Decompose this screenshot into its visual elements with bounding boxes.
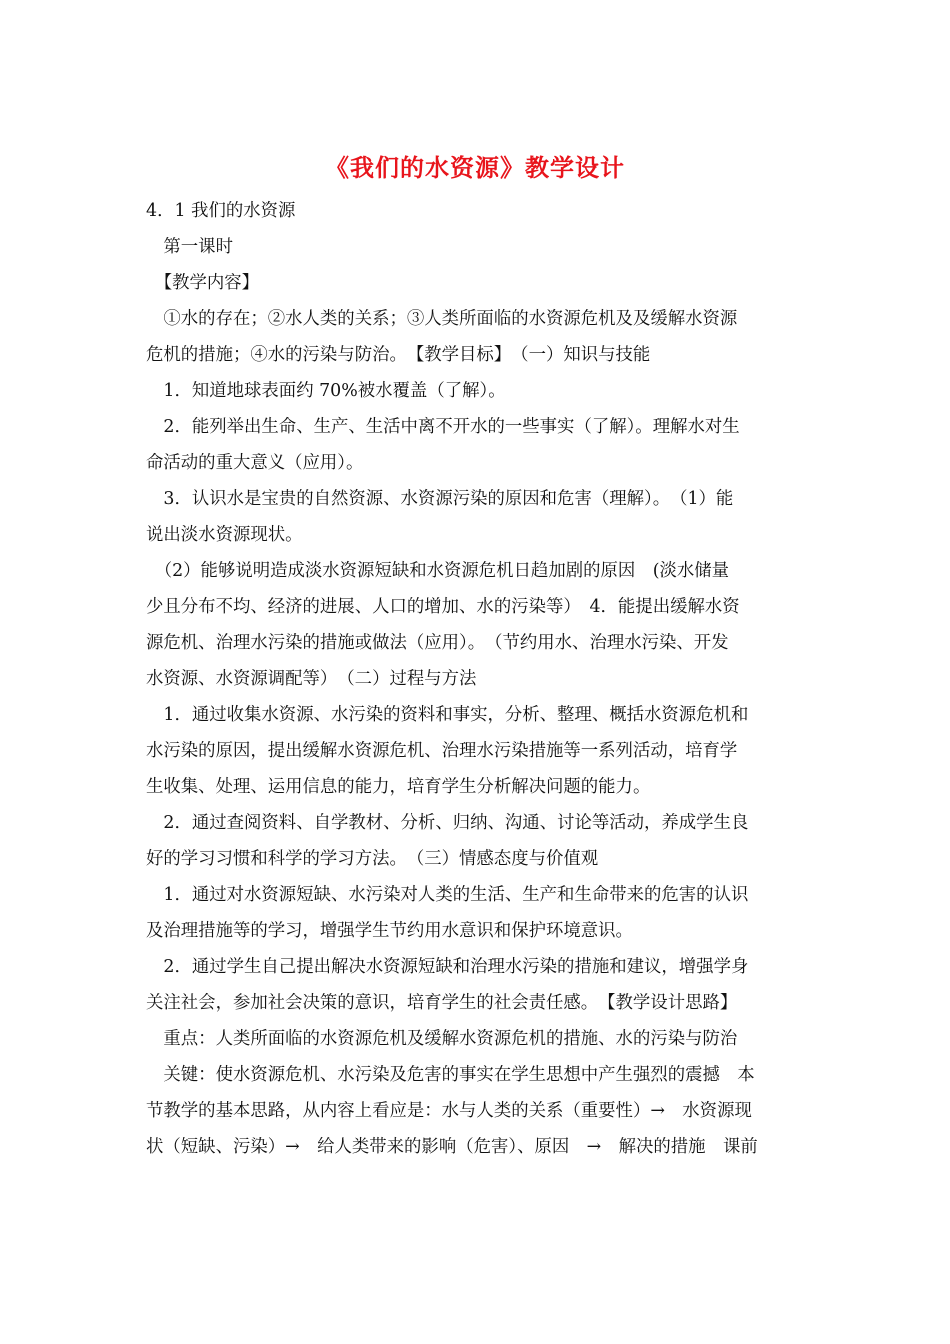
body-line: 2．通过学生自己提出解决水资源短缺和治理水污染的措施和建议，增强学身 [146,957,749,977]
body-line: （2）能够说明造成淡水资源短缺和水资源危机日趋加剧的原因 (淡水储量 [146,561,730,581]
body-line: 4．1 我们的水资源 [146,201,296,221]
body-line: 说出淡水资源现状。 [146,525,303,545]
body-line: 少且分布不均、经济的进展、人口的增加、水的污染等） 4．能提出缓解水资 [146,597,740,617]
body-line: ①水的存在；②水人类的关系；③人类所面临的水资源危机及及缓解水资源 [146,309,738,329]
body-line: 节教学的基本思路，从内容上看应是：水与人类的关系（重要性）→ 水资源现 [146,1101,752,1121]
body-line: 危机的措施；④水的污染与防治。 【教学目标】 （一）知识与技能 [146,345,651,365]
body-line: 生收集、处理、运用信息的能力，培育学生分析解决问题的能力。 [146,777,651,797]
body-line: 第一课时 [146,237,233,257]
body-line: 及治理措施等的学习，增强学生节约用水意识和保护环境意识。 [146,921,633,941]
body-line: 2．能列举出生命、生产、生活中离不开水的一些事实（了解）。理解水对生 [146,417,740,437]
body-line: 1．通过收集水资源、水污染的资料和事实，分析、整理、概括水资源危机和 [146,705,749,725]
body-line: 状（短缺、污染）→ 给人类带来的影响（危害）、原因 → 解决的措施 课前 [146,1137,758,1157]
body-line: 重点：人类所面临的水资源危机及缓解水资源危机的措施、水的污染与防治 [146,1029,738,1049]
body-line: 命活动的重大意义（应用）。 [146,453,364,473]
body-line: 1．知道地球表面约 70%被水覆盖（了解）。 [146,381,506,401]
document-body [146,193,808,1165]
body-line: 3．认识水是宝贵的自然资源、水资源污染的原因和危害（理解）。 （1）能 [146,489,734,509]
body-line: 关注社会，参加社会决策的意识，培育学生的社会责任感。 【教学设计思路】 [146,993,738,1013]
body-line: 水污染的原因，提出缓解水资源危机、治理水污染措施等一系列活动，培育学 [146,741,738,761]
body-line: 好的学习习惯和科学的学习方法。 （三）情感态度与价值观 [146,849,599,869]
body-line: 1．通过对水资源短缺、水污染对人类的生活、生产和生命带来的危害的认识 [146,885,749,905]
body-line: 关键：使水资源危机、水污染及危害的事实在学生思想中产生强烈的震撼 本 [146,1065,755,1085]
body-line: 源危机、治理水污染的措施或做法（应用）。 （节约用水、治理水污染、开发 [146,633,729,653]
body-line: 【教学内容】 [146,273,260,293]
body-line: 2．通过查阅资料、自学教材、分析、归纳、沟通、讨论等活动，养成学生良 [146,813,749,833]
body-line: 水资源、水资源调配等） （二）过程与方法 [146,669,477,689]
document-title: 《我们的水资源》教学设计 [325,153,625,182]
